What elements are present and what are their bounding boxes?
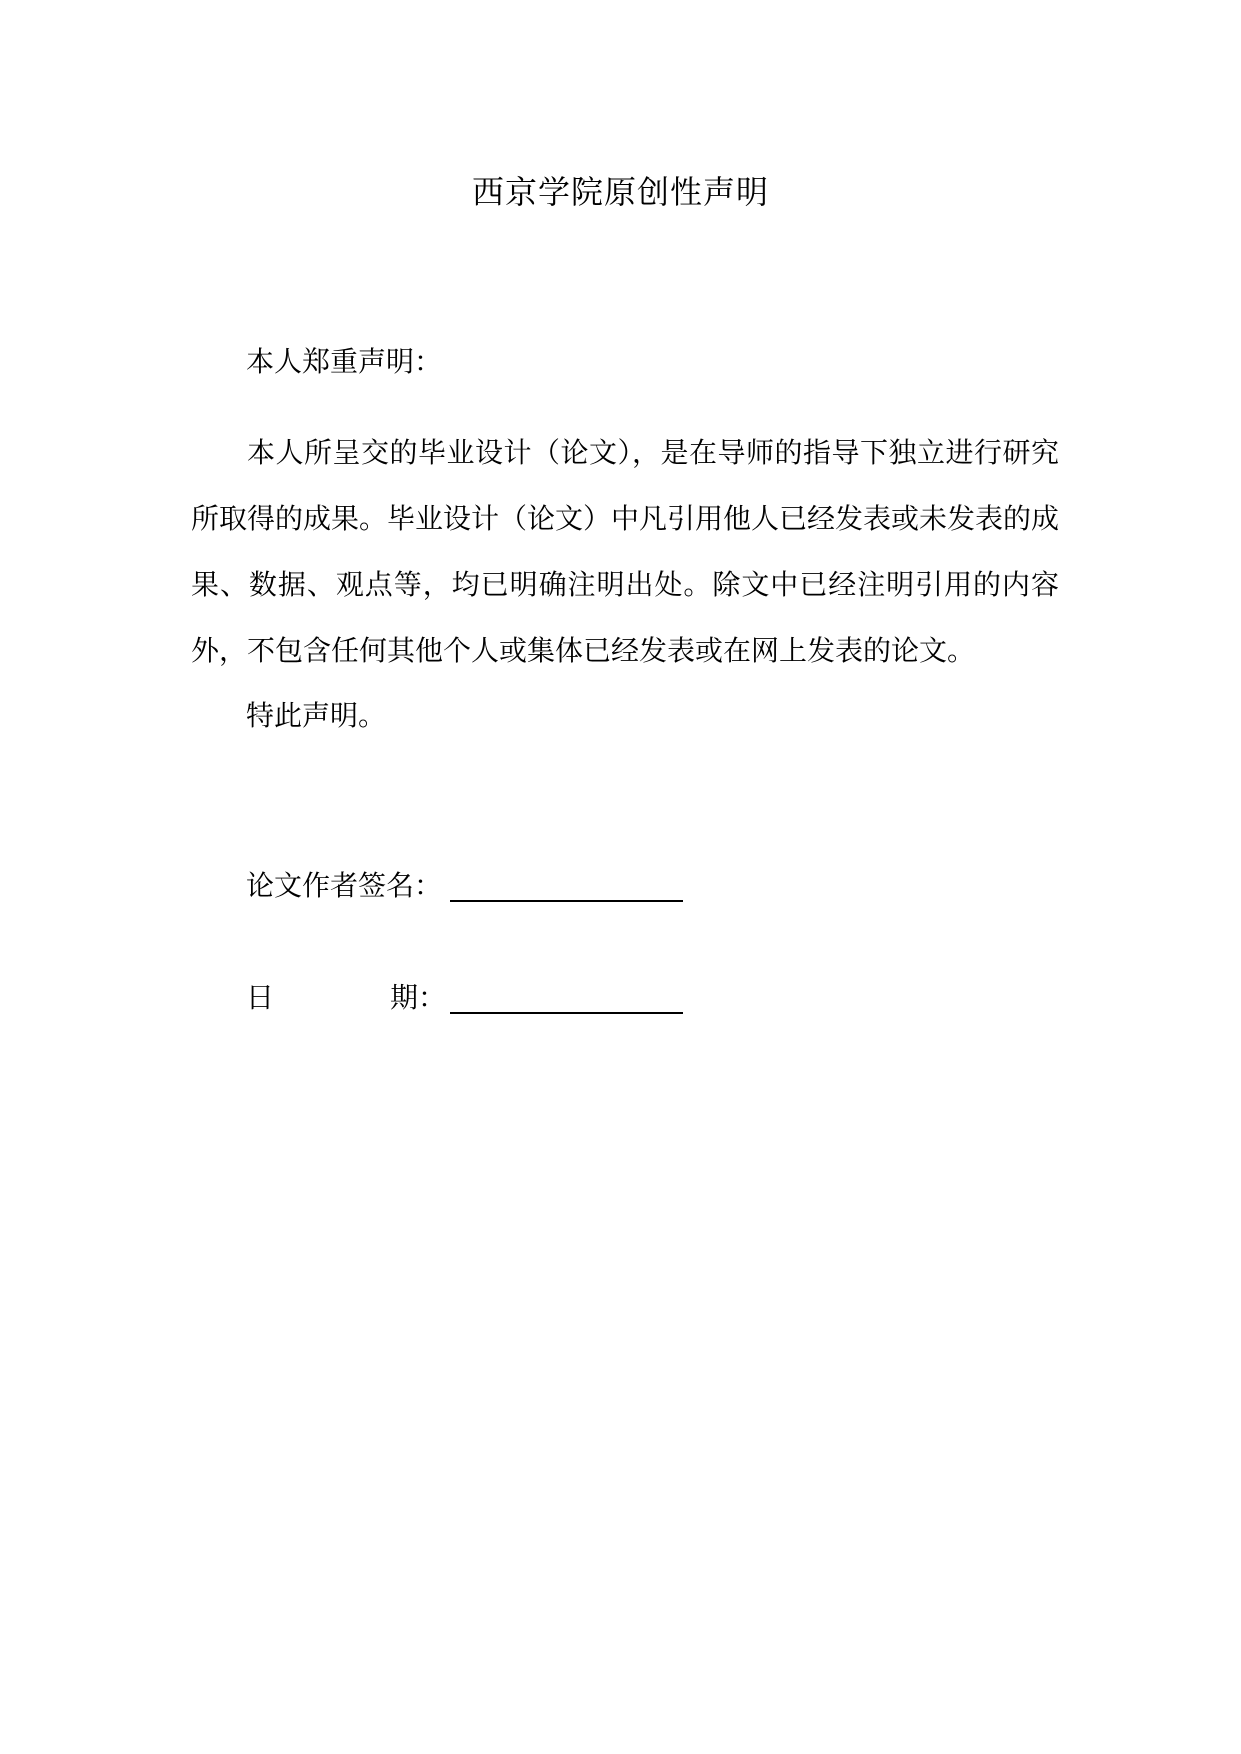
author-signature-line <box>450 900 683 902</box>
declaration-body: 本人所呈交的毕业设计（论文），是在导师的指导下独立进行研究所取得的成果。毕业设计（论文）中凡引用他人已经发表或未发表的成果、数据、观点等，均已明确注明出处。除文中已经注明引用的内容外，不包含任何其他个人或集体已经发表或在网上发表的论文。 <box>191 436 1060 667</box>
date-label-second: 期： <box>390 981 447 1014</box>
declaration-closing: 特此声明。 <box>246 699 387 732</box>
date-signature-line <box>450 1012 683 1014</box>
author-signature-label: 论文作者签名： <box>246 869 443 902</box>
date-label-first: 日 <box>246 981 275 1014</box>
declaration-intro: 本人郑重声明： <box>246 345 443 378</box>
document-title: 西京学院原创性声明 <box>471 173 769 211</box>
